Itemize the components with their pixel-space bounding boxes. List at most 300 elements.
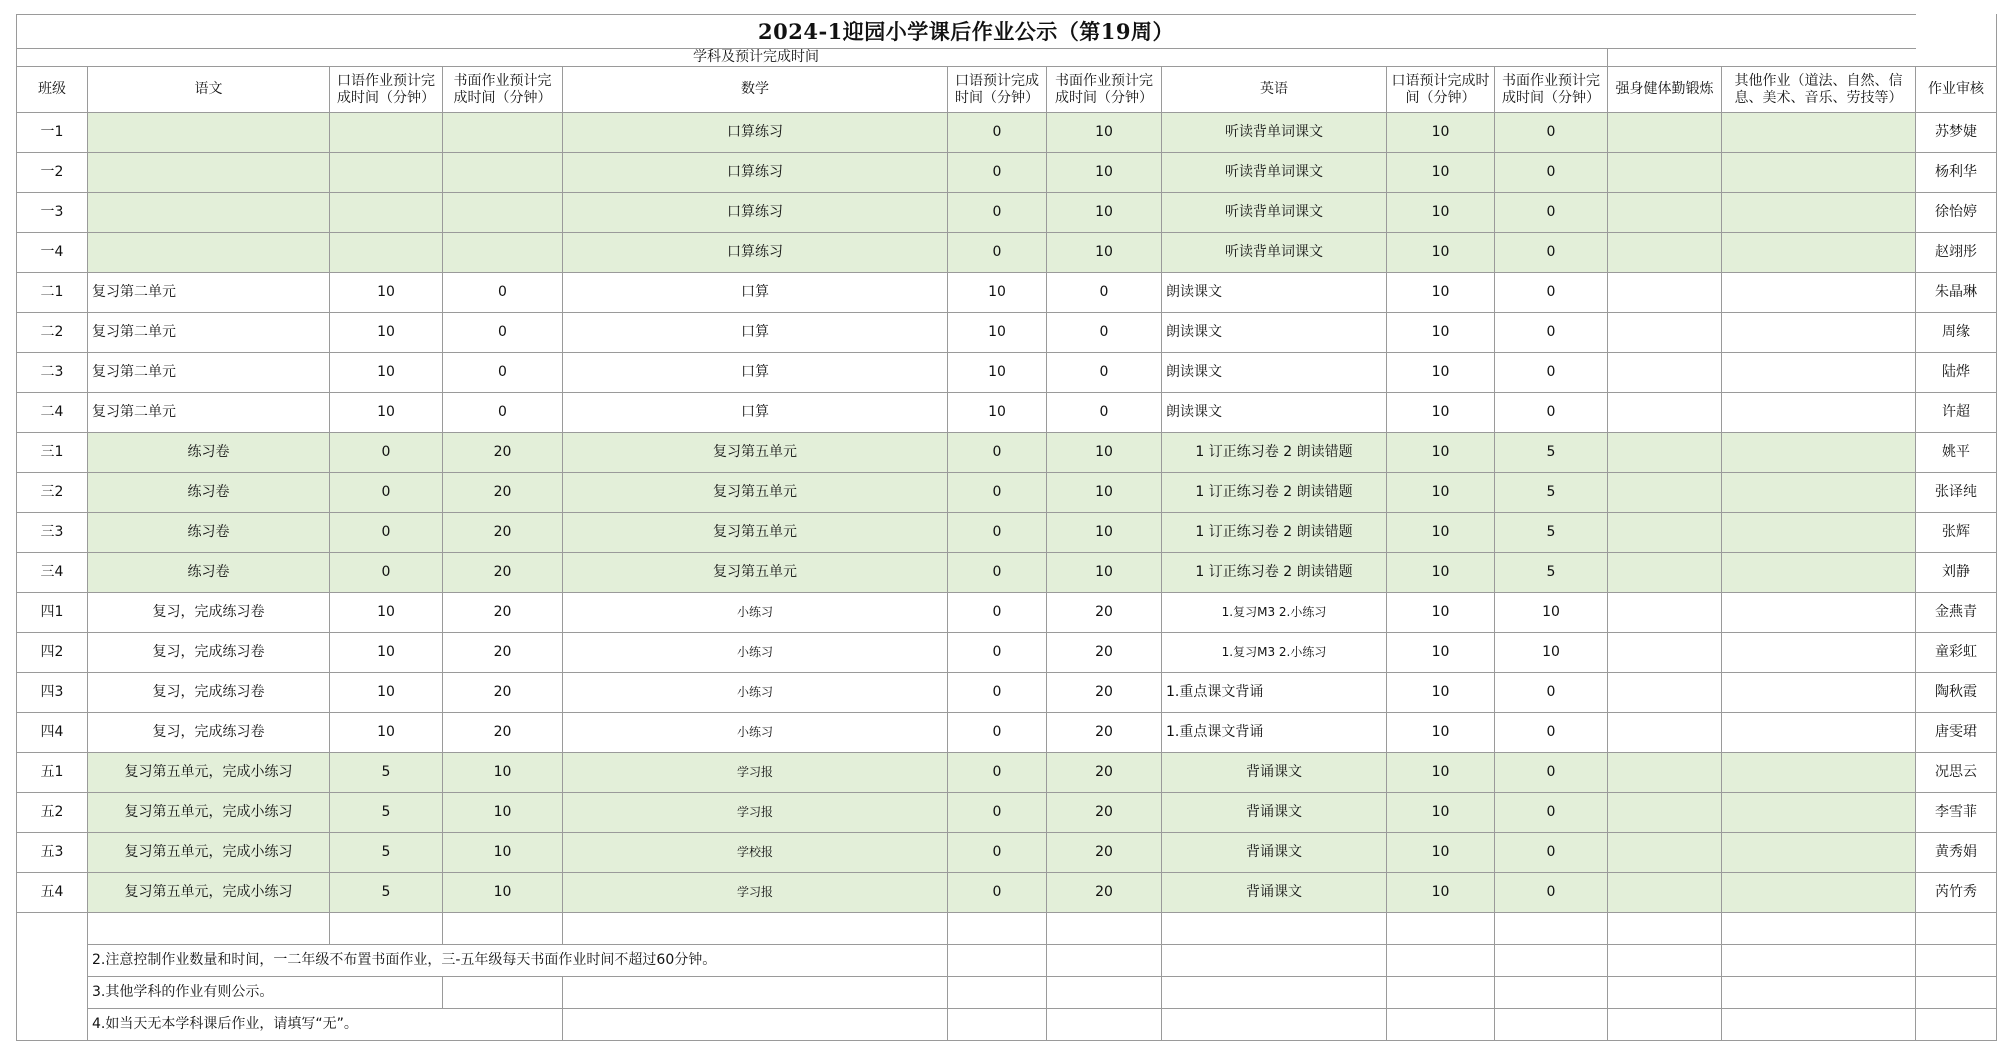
- reviewer-cell[interactable]: 芮竹秀: [1916, 873, 1997, 913]
- header-en-oral[interactable]: 口语预计完成时间（分钟）: [1387, 67, 1495, 113]
- en-oral-cell[interactable]: 10: [1387, 433, 1495, 473]
- class-cell[interactable]: 二2: [17, 313, 88, 353]
- cn-written-cell[interactable]: [443, 113, 563, 153]
- header-class[interactable]: 班级: [17, 67, 88, 113]
- cn-written-cell[interactable]: [443, 233, 563, 273]
- en-oral-cell[interactable]: 10: [1387, 793, 1495, 833]
- header-other[interactable]: 其他作业（道法、自然、信息、美术、音乐、劳技等）: [1722, 67, 1916, 113]
- cell[interactable]: [1162, 913, 1387, 945]
- cn-oral-cell[interactable]: [330, 233, 443, 273]
- cell[interactable]: [563, 977, 948, 1009]
- pe-cell[interactable]: [1608, 313, 1722, 353]
- math-cell[interactable]: 小练习: [563, 673, 948, 713]
- math-oral-cell[interactable]: 0: [948, 473, 1047, 513]
- en-oral-cell[interactable]: 10: [1387, 353, 1495, 393]
- cn-written-cell[interactable]: 20: [443, 513, 563, 553]
- en-written-cell[interactable]: 0: [1495, 233, 1608, 273]
- class-cell[interactable]: 四1: [17, 593, 88, 633]
- cell[interactable]: [330, 913, 443, 945]
- en-written-cell[interactable]: 0: [1495, 313, 1608, 353]
- en-oral-cell[interactable]: 10: [1387, 113, 1495, 153]
- note-text[interactable]: 2.注意控制作业数量和时间，一二年级不布置书面作业，三-五年级每天书面作业时间不超过60分钟。: [88, 945, 948, 977]
- cn-written-cell[interactable]: 10: [443, 873, 563, 913]
- math-oral-cell[interactable]: 0: [948, 873, 1047, 913]
- cn-written-cell[interactable]: 20: [443, 673, 563, 713]
- other-cell[interactable]: [1722, 393, 1916, 433]
- cn-oral-cell[interactable]: 5: [330, 873, 443, 913]
- math-written-cell[interactable]: 10: [1047, 193, 1162, 233]
- cn-written-cell[interactable]: 20: [443, 433, 563, 473]
- pe-cell[interactable]: [1608, 593, 1722, 633]
- pe-cell[interactable]: [1608, 633, 1722, 673]
- math-cell[interactable]: 口算练习: [563, 153, 948, 193]
- cell[interactable]: [1387, 977, 1495, 1009]
- reviewer-cell[interactable]: 朱晶琳: [1916, 273, 1997, 313]
- pe-cell[interactable]: [1608, 873, 1722, 913]
- cell[interactable]: [1495, 1009, 1608, 1041]
- en-written-cell[interactable]: 0: [1495, 713, 1608, 753]
- pe-cell[interactable]: [1608, 193, 1722, 233]
- en-written-cell[interactable]: 0: [1495, 673, 1608, 713]
- sheet-title[interactable]: 2024-1迎园小学课后作业公示（第19周）: [17, 15, 1916, 49]
- other-cell[interactable]: [1722, 113, 1916, 153]
- math-written-cell[interactable]: 20: [1047, 833, 1162, 873]
- en-oral-cell[interactable]: 10: [1387, 633, 1495, 673]
- math-cell[interactable]: 学校报: [563, 833, 948, 873]
- english-cell[interactable]: 1 订正练习卷 2 朗读错题: [1162, 553, 1387, 593]
- cn-oral-cell[interactable]: 0: [330, 433, 443, 473]
- cell[interactable]: [443, 913, 563, 945]
- math-written-cell[interactable]: 10: [1047, 433, 1162, 473]
- other-cell[interactable]: [1722, 473, 1916, 513]
- cell[interactable]: [1722, 1009, 1916, 1041]
- class-cell[interactable]: 二4: [17, 393, 88, 433]
- chinese-cell[interactable]: [88, 113, 330, 153]
- other-cell[interactable]: [1722, 593, 1916, 633]
- cell[interactable]: [1916, 977, 1997, 1009]
- cell[interactable]: [1387, 945, 1495, 977]
- chinese-cell[interactable]: 复习第五单元，完成小练习: [88, 753, 330, 793]
- cn-written-cell[interactable]: 0: [443, 313, 563, 353]
- chinese-cell[interactable]: 练习卷: [88, 433, 330, 473]
- math-cell[interactable]: 复习第五单元: [563, 433, 948, 473]
- en-written-cell[interactable]: 0: [1495, 753, 1608, 793]
- class-cell[interactable]: 五1: [17, 753, 88, 793]
- pe-cell[interactable]: [1608, 513, 1722, 553]
- en-written-cell[interactable]: 0: [1495, 833, 1608, 873]
- cn-oral-cell[interactable]: 10: [330, 353, 443, 393]
- en-oral-cell[interactable]: 10: [1387, 193, 1495, 233]
- chinese-cell[interactable]: 复习第二单元: [88, 353, 330, 393]
- en-oral-cell[interactable]: 10: [1387, 233, 1495, 273]
- math-written-cell[interactable]: 0: [1047, 353, 1162, 393]
- cn-oral-cell[interactable]: 0: [330, 473, 443, 513]
- class-cell[interactable]: 五2: [17, 793, 88, 833]
- en-oral-cell[interactable]: 10: [1387, 393, 1495, 433]
- cn-oral-cell[interactable]: 5: [330, 753, 443, 793]
- en-written-cell[interactable]: 0: [1495, 113, 1608, 153]
- cell[interactable]: [1916, 15, 1997, 49]
- chinese-cell[interactable]: 复习第二单元: [88, 313, 330, 353]
- header-cn-oral[interactable]: 口语作业预计完成时间（分钟）: [330, 67, 443, 113]
- math-cell[interactable]: 小练习: [563, 593, 948, 633]
- english-cell[interactable]: 背诵课文: [1162, 833, 1387, 873]
- cell[interactable]: [1495, 913, 1608, 945]
- cell[interactable]: [1387, 1009, 1495, 1041]
- class-cell[interactable]: 四4: [17, 713, 88, 753]
- reviewer-cell[interactable]: 唐雯珺: [1916, 713, 1997, 753]
- math-oral-cell[interactable]: 0: [948, 673, 1047, 713]
- math-written-cell[interactable]: 0: [1047, 393, 1162, 433]
- en-written-cell[interactable]: 10: [1495, 593, 1608, 633]
- math-oral-cell[interactable]: 0: [948, 153, 1047, 193]
- math-written-cell[interactable]: 20: [1047, 673, 1162, 713]
- en-written-cell[interactable]: 0: [1495, 193, 1608, 233]
- reviewer-cell[interactable]: 杨利华: [1916, 153, 1997, 193]
- math-cell[interactable]: 口算: [563, 313, 948, 353]
- reviewer-cell[interactable]: 童彩虹: [1916, 633, 1997, 673]
- other-cell[interactable]: [1722, 233, 1916, 273]
- cn-oral-cell[interactable]: 10: [330, 673, 443, 713]
- english-cell[interactable]: 朗读课文: [1162, 273, 1387, 313]
- cell[interactable]: [948, 913, 1047, 945]
- cn-written-cell[interactable]: 20: [443, 593, 563, 633]
- math-written-cell[interactable]: 20: [1047, 793, 1162, 833]
- math-oral-cell[interactable]: 0: [948, 793, 1047, 833]
- math-written-cell[interactable]: 10: [1047, 113, 1162, 153]
- class-cell[interactable]: 三1: [17, 433, 88, 473]
- cell[interactable]: [1608, 977, 1722, 1009]
- header-math-written[interactable]: 书面作业预计完成时间（分钟）: [1047, 67, 1162, 113]
- cell[interactable]: [1608, 1009, 1722, 1041]
- chinese-cell[interactable]: 练习卷: [88, 513, 330, 553]
- cell[interactable]: [1047, 977, 1162, 1009]
- math-oral-cell[interactable]: 0: [948, 193, 1047, 233]
- chinese-cell[interactable]: 复习第五单元，完成小练习: [88, 793, 330, 833]
- class-cell[interactable]: 三2: [17, 473, 88, 513]
- reviewer-cell[interactable]: 黄秀娟: [1916, 833, 1997, 873]
- other-cell[interactable]: [1722, 153, 1916, 193]
- reviewer-cell[interactable]: 周缘: [1916, 313, 1997, 353]
- other-cell[interactable]: [1722, 433, 1916, 473]
- en-written-cell[interactable]: 0: [1495, 353, 1608, 393]
- math-cell[interactable]: 口算: [563, 393, 948, 433]
- en-oral-cell[interactable]: 10: [1387, 753, 1495, 793]
- cn-oral-cell[interactable]: 10: [330, 393, 443, 433]
- cn-written-cell[interactable]: 0: [443, 353, 563, 393]
- cell[interactable]: [1608, 913, 1722, 945]
- pe-cell[interactable]: [1608, 273, 1722, 313]
- cn-oral-cell[interactable]: [330, 193, 443, 233]
- cn-written-cell[interactable]: 20: [443, 713, 563, 753]
- cell[interactable]: [1047, 945, 1162, 977]
- cell[interactable]: [17, 913, 88, 1041]
- reviewer-cell[interactable]: 陆烨: [1916, 353, 1997, 393]
- en-written-cell[interactable]: 5: [1495, 553, 1608, 593]
- math-oral-cell[interactable]: 0: [948, 753, 1047, 793]
- chinese-cell[interactable]: 复习，完成练习卷: [88, 713, 330, 753]
- pe-cell[interactable]: [1608, 673, 1722, 713]
- cell[interactable]: [1722, 913, 1916, 945]
- cell[interactable]: [1916, 913, 1997, 945]
- en-oral-cell[interactable]: 10: [1387, 593, 1495, 633]
- math-cell[interactable]: 口算: [563, 353, 948, 393]
- reviewer-cell[interactable]: 张译纯: [1916, 473, 1997, 513]
- math-written-cell[interactable]: 0: [1047, 313, 1162, 353]
- cell[interactable]: [948, 1009, 1047, 1041]
- cn-written-cell[interactable]: 20: [443, 473, 563, 513]
- chinese-cell[interactable]: 复习第五单元，完成小练习: [88, 833, 330, 873]
- en-oral-cell[interactable]: 10: [1387, 513, 1495, 553]
- math-written-cell[interactable]: 10: [1047, 513, 1162, 553]
- cn-oral-cell[interactable]: 5: [330, 793, 443, 833]
- cell[interactable]: [948, 945, 1047, 977]
- cell[interactable]: [1722, 977, 1916, 1009]
- math-written-cell[interactable]: 10: [1047, 473, 1162, 513]
- reviewer-cell[interactable]: 徐怡婷: [1916, 193, 1997, 233]
- note-text[interactable]: 3.其他学科的作业有则公示。: [88, 977, 443, 1009]
- chinese-cell[interactable]: [88, 193, 330, 233]
- cn-written-cell[interactable]: 10: [443, 753, 563, 793]
- pe-cell[interactable]: [1608, 113, 1722, 153]
- other-cell[interactable]: [1722, 553, 1916, 593]
- pe-cell[interactable]: [1608, 753, 1722, 793]
- cn-written-cell[interactable]: [443, 193, 563, 233]
- reviewer-cell[interactable]: 姚平: [1916, 433, 1997, 473]
- chinese-cell[interactable]: 复习，完成练习卷: [88, 633, 330, 673]
- cell[interactable]: [443, 977, 563, 1009]
- en-oral-cell[interactable]: 10: [1387, 313, 1495, 353]
- header-math[interactable]: 数学: [563, 67, 948, 113]
- english-cell[interactable]: 1 订正练习卷 2 朗读错题: [1162, 473, 1387, 513]
- en-oral-cell[interactable]: 10: [1387, 873, 1495, 913]
- cn-oral-cell[interactable]: 10: [330, 633, 443, 673]
- cell[interactable]: [1722, 945, 1916, 977]
- english-cell[interactable]: 听读背单词课文: [1162, 193, 1387, 233]
- math-oral-cell[interactable]: 0: [948, 633, 1047, 673]
- cell[interactable]: [1162, 945, 1387, 977]
- english-cell[interactable]: 1.重点课文背诵: [1162, 713, 1387, 753]
- math-cell[interactable]: 学习报: [563, 793, 948, 833]
- reviewer-cell[interactable]: 赵翊彤: [1916, 233, 1997, 273]
- header-english[interactable]: 英语: [1162, 67, 1387, 113]
- en-written-cell[interactable]: 0: [1495, 793, 1608, 833]
- cn-oral-cell[interactable]: 10: [330, 313, 443, 353]
- cell[interactable]: [1608, 945, 1722, 977]
- cn-oral-cell[interactable]: 10: [330, 593, 443, 633]
- chinese-cell[interactable]: 练习卷: [88, 473, 330, 513]
- note-text[interactable]: 4.如当天无本学科课后作业，请填写“无”。: [88, 1009, 563, 1041]
- other-cell[interactable]: [1722, 273, 1916, 313]
- reviewer-cell[interactable]: 李雪菲: [1916, 793, 1997, 833]
- other-cell[interactable]: [1722, 353, 1916, 393]
- header-pe[interactable]: 强身健体勤锻炼: [1608, 67, 1722, 113]
- header-chinese[interactable]: 语文: [88, 67, 330, 113]
- header-math-oral[interactable]: 口语预计完成时间（分钟）: [948, 67, 1047, 113]
- reviewer-cell[interactable]: 陶秋霞: [1916, 673, 1997, 713]
- math-oral-cell[interactable]: 0: [948, 713, 1047, 753]
- english-cell[interactable]: 朗读课文: [1162, 353, 1387, 393]
- class-cell[interactable]: 一4: [17, 233, 88, 273]
- chinese-cell[interactable]: 复习第五单元，完成小练习: [88, 873, 330, 913]
- cell[interactable]: [1162, 977, 1387, 1009]
- en-written-cell[interactable]: 0: [1495, 393, 1608, 433]
- other-cell[interactable]: [1722, 193, 1916, 233]
- english-cell[interactable]: 听读背单词课文: [1162, 233, 1387, 273]
- cn-written-cell[interactable]: 10: [443, 833, 563, 873]
- class-cell[interactable]: 一2: [17, 153, 88, 193]
- reviewer-cell[interactable]: 金燕青: [1916, 593, 1997, 633]
- math-written-cell[interactable]: 0: [1047, 273, 1162, 313]
- other-cell[interactable]: [1722, 633, 1916, 673]
- math-cell[interactable]: 口算练习: [563, 113, 948, 153]
- math-written-cell[interactable]: 20: [1047, 753, 1162, 793]
- math-oral-cell[interactable]: 0: [948, 233, 1047, 273]
- pe-cell[interactable]: [1608, 393, 1722, 433]
- other-cell[interactable]: [1722, 313, 1916, 353]
- class-cell[interactable]: 二3: [17, 353, 88, 393]
- cn-written-cell[interactable]: 0: [443, 393, 563, 433]
- header-reviewer[interactable]: 作业审核: [1916, 67, 1997, 113]
- class-cell[interactable]: 四3: [17, 673, 88, 713]
- cn-written-cell[interactable]: 10: [443, 793, 563, 833]
- en-oral-cell[interactable]: 10: [1387, 473, 1495, 513]
- cell[interactable]: [1047, 913, 1162, 945]
- other-cell[interactable]: [1722, 753, 1916, 793]
- math-written-cell[interactable]: 10: [1047, 153, 1162, 193]
- other-cell[interactable]: [1722, 793, 1916, 833]
- pe-cell[interactable]: [1608, 353, 1722, 393]
- other-cell[interactable]: [1722, 833, 1916, 873]
- cell[interactable]: [1916, 1009, 1997, 1041]
- class-cell[interactable]: 一1: [17, 113, 88, 153]
- english-cell[interactable]: 背诵课文: [1162, 873, 1387, 913]
- header-en-written[interactable]: 书面作业预计完成时间（分钟）: [1495, 67, 1608, 113]
- cn-oral-cell[interactable]: 10: [330, 273, 443, 313]
- math-oral-cell[interactable]: 10: [948, 273, 1047, 313]
- pe-cell[interactable]: [1608, 473, 1722, 513]
- math-written-cell[interactable]: 10: [1047, 233, 1162, 273]
- pe-cell[interactable]: [1608, 553, 1722, 593]
- cn-oral-cell[interactable]: 10: [330, 713, 443, 753]
- pe-cell[interactable]: [1608, 793, 1722, 833]
- subtitle-cell[interactable]: 学科及预计完成时间: [17, 49, 1608, 67]
- reviewer-cell[interactable]: 刘静: [1916, 553, 1997, 593]
- pe-cell[interactable]: [1608, 713, 1722, 753]
- math-oral-cell[interactable]: 10: [948, 313, 1047, 353]
- other-cell[interactable]: [1722, 713, 1916, 753]
- en-written-cell[interactable]: 0: [1495, 873, 1608, 913]
- en-written-cell[interactable]: 5: [1495, 513, 1608, 553]
- en-oral-cell[interactable]: 10: [1387, 273, 1495, 313]
- cell[interactable]: [563, 1009, 948, 1041]
- pe-cell[interactable]: [1608, 233, 1722, 273]
- chinese-cell[interactable]: 复习，完成练习卷: [88, 673, 330, 713]
- cn-oral-cell[interactable]: 5: [330, 833, 443, 873]
- math-oral-cell[interactable]: 0: [948, 833, 1047, 873]
- pe-cell[interactable]: [1608, 833, 1722, 873]
- class-cell[interactable]: 三3: [17, 513, 88, 553]
- math-oral-cell[interactable]: 0: [948, 513, 1047, 553]
- cell[interactable]: [1608, 49, 1997, 67]
- en-oral-cell[interactable]: 10: [1387, 833, 1495, 873]
- english-cell[interactable]: 背诵课文: [1162, 753, 1387, 793]
- math-cell[interactable]: 口算: [563, 273, 948, 313]
- cn-oral-cell[interactable]: 0: [330, 513, 443, 553]
- cell[interactable]: [1495, 945, 1608, 977]
- cell[interactable]: [1162, 1009, 1387, 1041]
- math-cell[interactable]: 学习报: [563, 873, 948, 913]
- cell[interactable]: [88, 913, 330, 945]
- math-oral-cell[interactable]: 10: [948, 393, 1047, 433]
- cn-oral-cell[interactable]: [330, 113, 443, 153]
- header-cn-written[interactable]: 书面作业预计完成时间（分钟）: [443, 67, 563, 113]
- en-oral-cell[interactable]: 10: [1387, 713, 1495, 753]
- cell[interactable]: [1495, 977, 1608, 1009]
- math-oral-cell[interactable]: 0: [948, 113, 1047, 153]
- math-cell[interactable]: 小练习: [563, 633, 948, 673]
- en-written-cell[interactable]: 5: [1495, 433, 1608, 473]
- math-cell[interactable]: 学习报: [563, 753, 948, 793]
- math-oral-cell[interactable]: 0: [948, 553, 1047, 593]
- class-cell[interactable]: 二1: [17, 273, 88, 313]
- english-cell[interactable]: 1.复习M3 2.小练习: [1162, 593, 1387, 633]
- en-oral-cell[interactable]: 10: [1387, 153, 1495, 193]
- en-written-cell[interactable]: 0: [1495, 153, 1608, 193]
- reviewer-cell[interactable]: 苏梦婕: [1916, 113, 1997, 153]
- english-cell[interactable]: 背诵课文: [1162, 793, 1387, 833]
- math-oral-cell[interactable]: 0: [948, 433, 1047, 473]
- math-oral-cell[interactable]: 10: [948, 353, 1047, 393]
- cn-written-cell[interactable]: 20: [443, 633, 563, 673]
- cn-oral-cell[interactable]: 0: [330, 553, 443, 593]
- cell[interactable]: [1916, 945, 1997, 977]
- reviewer-cell[interactable]: 况思云: [1916, 753, 1997, 793]
- chinese-cell[interactable]: 复习第二单元: [88, 393, 330, 433]
- english-cell[interactable]: 1.复习M3 2.小练习: [1162, 633, 1387, 673]
- math-written-cell[interactable]: 20: [1047, 593, 1162, 633]
- english-cell[interactable]: 朗读课文: [1162, 313, 1387, 353]
- en-written-cell[interactable]: 10: [1495, 633, 1608, 673]
- cell[interactable]: [1047, 1009, 1162, 1041]
- math-written-cell[interactable]: 20: [1047, 713, 1162, 753]
- chinese-cell[interactable]: [88, 233, 330, 273]
- math-written-cell[interactable]: 20: [1047, 873, 1162, 913]
- chinese-cell[interactable]: 复习第二单元: [88, 273, 330, 313]
- english-cell[interactable]: 听读背单词课文: [1162, 153, 1387, 193]
- class-cell[interactable]: 四2: [17, 633, 88, 673]
- en-written-cell[interactable]: 0: [1495, 273, 1608, 313]
- math-cell[interactable]: 复习第五单元: [563, 553, 948, 593]
- cell[interactable]: [563, 913, 948, 945]
- math-cell[interactable]: 口算练习: [563, 233, 948, 273]
- cn-written-cell[interactable]: 20: [443, 553, 563, 593]
- en-oral-cell[interactable]: 10: [1387, 673, 1495, 713]
- class-cell[interactable]: 一3: [17, 193, 88, 233]
- math-written-cell[interactable]: 10: [1047, 553, 1162, 593]
- other-cell[interactable]: [1722, 513, 1916, 553]
- math-cell[interactable]: 复习第五单元: [563, 513, 948, 553]
- math-cell[interactable]: 小练习: [563, 713, 948, 753]
- cn-written-cell[interactable]: [443, 153, 563, 193]
- chinese-cell[interactable]: 复习，完成练习卷: [88, 593, 330, 633]
- chinese-cell[interactable]: 练习卷: [88, 553, 330, 593]
- cn-written-cell[interactable]: 0: [443, 273, 563, 313]
- english-cell[interactable]: 听读背单词课文: [1162, 113, 1387, 153]
- pe-cell[interactable]: [1608, 153, 1722, 193]
- english-cell[interactable]: 1 订正练习卷 2 朗读错题: [1162, 513, 1387, 553]
- math-cell[interactable]: 复习第五单元: [563, 473, 948, 513]
